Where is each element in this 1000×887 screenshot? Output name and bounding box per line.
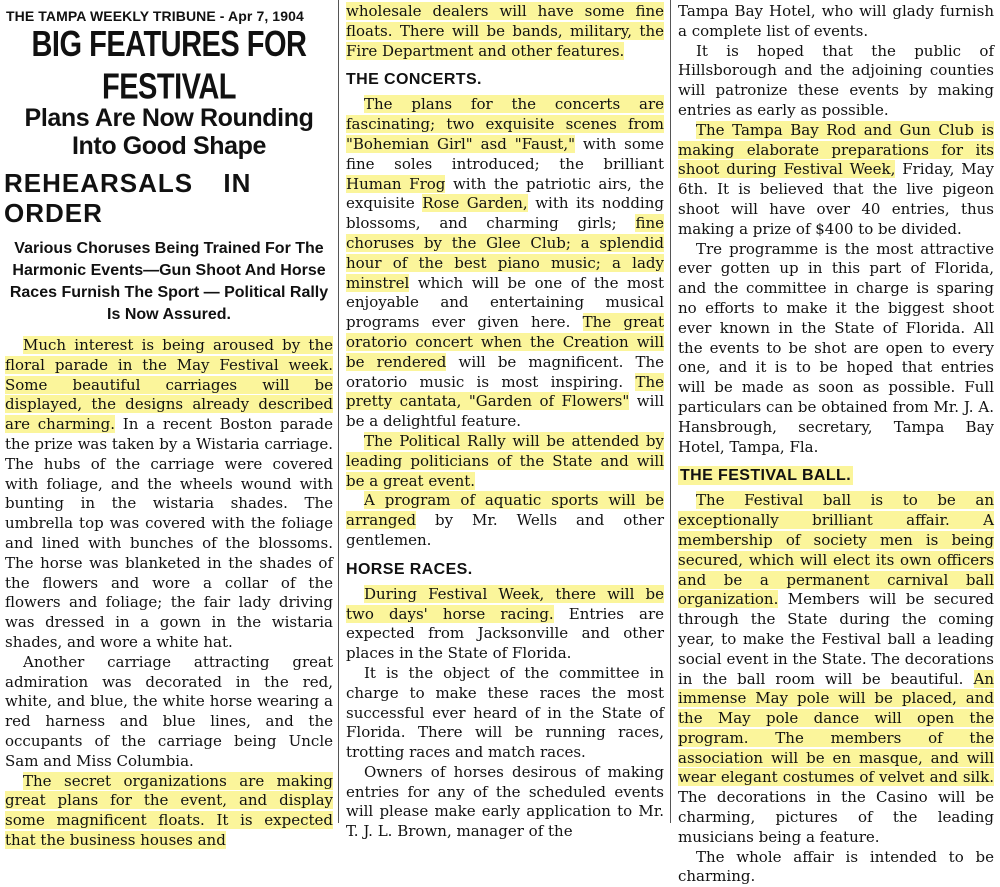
highlight: The great oratorio concert when the Creation will be rendered <box>346 313 664 371</box>
highlight: The plans for the concerts are fascinating; two exquisite scenes from "Bohemian Girl" asd "Faust," <box>346 95 664 153</box>
headline-rehearsals: REHEARSALS IN ORDER <box>4 168 252 228</box>
paragraph <box>678 121 994 240</box>
text-run: with its nodding blossoms, and charming girls; <box>346 194 664 233</box>
section-heading-festival-ball <box>678 467 994 485</box>
highlight: An immense May pole will be placed, and the May pole dance will open the program. The members of the association will be en masque, and will wear elegant costumes of velvet and silk. <box>678 669 994 787</box>
highlight: A program of aquatic sports will be arranged <box>346 491 664 530</box>
text-run: In a recent Boston parade the prize was taken by a Wistaria carriage. The hubs of the carriage were covered with foliage, and the wheels wound with bunting in the wistaria shades. The umbrella top was covered with the foliage and lined with bunches of the blossoms. The horse was blanketed in the shades of the flowers and wore a collar of the flowers and foliage; the fair lady driving was dressed in a gown in the wistaria shades, and wore a white hat. <box>5 415 333 651</box>
highlight: The secret organizations are making great plans for the event, and display some magnificent floats. It is expected that the business houses and <box>5 771 333 849</box>
column-rule <box>670 0 671 823</box>
article-body-col3 <box>672 0 1000 457</box>
paragraph: Tre programme is the most attractive ever gotten up in this part of Florida, and the committee in charge is sparing no efforts to make it the biggest shoot ever known in the State of Florida. All the events to be shot are open to every one, and it is to be hoped that entries will be made as soon as possible. Full particulars can be obtained from Mr. J. A. Hansbrough, secretary, Tampa Bay Hotel, Tampa, Fla. <box>678 239 994 456</box>
text-run: which will be one of the most enjoyable and entertaining musical programs ever given here. <box>346 273 664 332</box>
highlight: During Festival Week, there will be two days' horse racing. <box>346 584 664 623</box>
highlight: Human Frog <box>346 174 446 193</box>
paragraph: Another carriage attracting great admiration was decorated in the red, white, and blue, the white horse wearing a red harness and blue lines, and the occupants of the carriage being Uncle Sam and Miss Columbia. <box>5 652 333 770</box>
paragraph: It is hoped that the public of Hillsborough and the adjoining counties will patronize these events by making entries as early as possible. <box>678 41 994 119</box>
highlight: The Tampa Bay Rod and Gun Club is making elaborate preparations for its shoot during Festival Week, <box>678 120 994 179</box>
headline-main: BIG FEATURES FOR FESTIVAL <box>31 24 307 108</box>
section-heading-horse-races: HORSE RACES. <box>346 560 473 578</box>
text-run: will be magnificent. The oratorio music is most inspiring. <box>346 352 664 391</box>
text-run: with some fine soles introduced; the brilliant <box>346 134 664 173</box>
highlight: wholesale dealers will have some fine floats. There will be bands, military, the Fire Department and other features. <box>346 2 664 60</box>
column-rule <box>338 0 339 823</box>
paragraph <box>346 2 664 61</box>
source-line: THE TAMPA WEEKLY TRIBUNE - Apr 7, 1904 <box>6 8 304 24</box>
column-3 <box>672 0 1000 886</box>
headline-deck: Various Choruses Being Trained For The Harmonic Events—Gun Shoot And Horse Races Furnish The Sport — Political Rally Is Now Assured. <box>9 240 329 323</box>
text-run: will be a delightful feature. <box>346 392 664 431</box>
paragraph <box>346 432 664 491</box>
festival-ball-body <box>672 491 1000 887</box>
text-run: with the patriotic airs, the exquisite <box>346 174 664 213</box>
paragraph <box>5 772 333 851</box>
paragraph: Owners of horses desirous of making entries for any of the scheduled events will please make early application to Mr. T. J. L. Brown, manager of the <box>346 762 664 841</box>
highlight: The Political Rally will be attended by leading politicians of the State and will be a great event. <box>346 431 664 490</box>
paragraph <box>5 336 333 653</box>
column-2 <box>340 0 670 841</box>
highlight: fine choruses by the Glee Club; a splendid hour of the best piano music; a lady minstrel <box>346 214 664 292</box>
text-run: The decorations in the Casino will be charming, pictures of the leading musicians being a feature. <box>678 788 994 846</box>
text-run: Members will be secured through the State during the coming year, to make the Festival ball a leading social event in the State. The decorations in the ball room will be beautiful. <box>678 590 994 688</box>
article-body-col1 <box>0 336 338 851</box>
horse-races-body <box>340 585 670 842</box>
paragraph <box>346 491 664 550</box>
paragraph: Tampa Bay Hotel, who will glady furnish a complete list of events. <box>678 2 994 40</box>
paragraph: It is the object of the committee in charge to make these races the most successful ever heard of in the State of Florida. There will be running races, trotting races and match races. <box>346 663 664 762</box>
section-heading-concerts: THE CONCERTS. <box>346 71 482 89</box>
paragraph <box>678 491 994 847</box>
paragraph <box>346 585 664 664</box>
text-run: Friday, May 6th. It is believed that the live pigeon shoot will have over 40 entries, thus making a prize of $400 to be divided. <box>678 160 994 238</box>
article-body-col2 <box>340 0 670 61</box>
highlight: The pretty cantata, "Garden of Flowers" <box>346 372 664 411</box>
paragraph: The whole affair is intended to be charming. <box>678 847 994 886</box>
paragraph <box>346 95 664 432</box>
highlight: Much interest is being aroused by the floral parade in the May Festival week. Some beautiful carriages will be displayed, the designs already described are charming. <box>5 336 333 434</box>
highlight: THE FESTIVAL BALL. <box>680 467 852 485</box>
text-run: Entries are expected from Jacksonville and other places in the State of Florida. <box>346 604 664 663</box>
highlight: Rose Garden, <box>422 194 528 213</box>
text-run: by Mr. Wells and other gentlemen. <box>346 511 664 549</box>
headline-sub: Plans Are Now Rounding Into Good Shape <box>24 104 314 160</box>
concerts-body <box>340 95 670 550</box>
highlight: The Festival ball is to be an exceptionally brilliant affair. A membership of society men is being secured, which will elect its own officers and be a permanent carnival ball organization. <box>678 491 994 609</box>
column-1 <box>0 0 338 849</box>
